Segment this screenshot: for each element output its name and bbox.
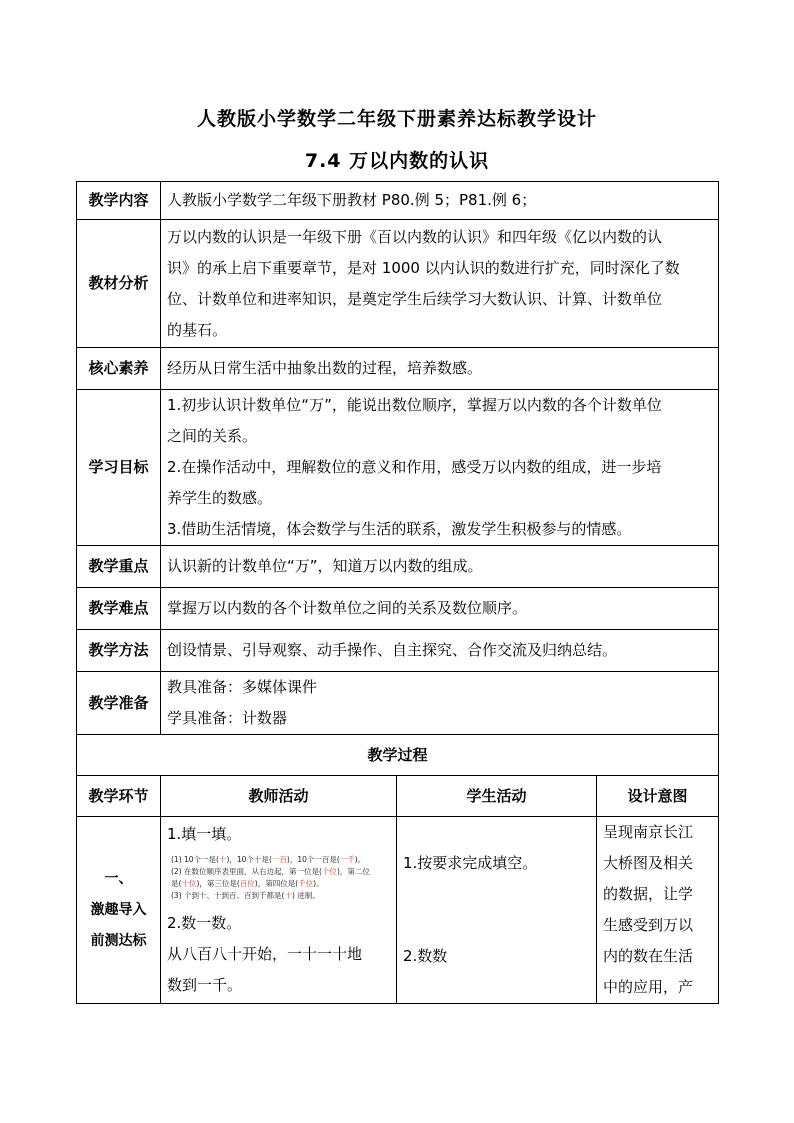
student-item-2: 2.数数	[403, 947, 448, 965]
row-label: 教学准备	[77, 672, 161, 735]
content-line: 掌握万以内数的各个计数单位之间的关系及数位顺序。	[167, 599, 528, 617]
row-label: 教学重点	[77, 546, 161, 588]
fill-text: )，10个十是(	[226, 855, 272, 864]
section-1-student	[397, 817, 597, 1004]
section-1-label	[77, 817, 161, 1004]
row-label: 教学内容	[77, 182, 161, 220]
info-row	[77, 220, 719, 348]
fill-blank-exercise	[171, 854, 390, 902]
section-1-name-b: 前测达标	[90, 932, 147, 949]
content-line: 学具准备：计数器	[167, 709, 288, 727]
fill-answer: 千位	[298, 879, 314, 888]
lesson-plan-table	[76, 181, 719, 1004]
row-content	[161, 588, 719, 630]
fill-answer: 个位	[321, 867, 337, 876]
teacher-item-1: 1.填一填。	[167, 825, 242, 843]
section-1-teacher	[161, 817, 397, 1004]
info-row	[77, 630, 719, 672]
fill-text: )。	[313, 879, 324, 888]
student-item-1: 1.按要求完成填空。	[403, 854, 538, 872]
row-label: 教学难点	[77, 588, 161, 630]
content-line: 教具准备：多媒体课件	[167, 678, 318, 696]
content-line: 万以内数的认识是一年级下册《百以内数的认识》和四年级《亿以内数的认	[167, 227, 663, 246]
row-label: 学习目标	[77, 390, 161, 546]
fill-line	[171, 866, 390, 878]
intent-line: 中的应用，产	[603, 978, 694, 996]
fill-answer: 一千	[339, 855, 355, 864]
section-1-name-a: 激趣导入	[90, 901, 147, 918]
teacher-item-2-line-2: 数到一千。	[167, 976, 243, 994]
fill-line	[171, 854, 390, 866]
content-line: 之间的关系。	[167, 427, 258, 445]
row-label: 教学方法	[77, 630, 161, 672]
content-line: 养学生的数感。	[167, 489, 273, 507]
row-content	[161, 348, 719, 390]
content-line: 识》的承上启下重要章节，是对 1000 以内认识的数进行扩充，同时深化了数	[167, 258, 680, 277]
col-header-student: 学生活动	[397, 776, 597, 817]
content-line: 创设情景、引导观察、动手操作、自主探究、合作交流及归纳总结。	[167, 641, 618, 659]
fill-text: )，第二位	[336, 867, 370, 876]
content-line: 经历从日常生活中抽象出数的过程，培养数感。	[167, 359, 483, 377]
fill-text: (2) 在数位顺序表里面，从右边起，第一位是(	[171, 867, 322, 876]
section-1-number: 一、	[104, 870, 133, 887]
info-row	[77, 390, 719, 546]
fill-text: (3) 个到十、十到百、百到千都是(	[171, 891, 285, 900]
col-header-stage: 教学环节	[77, 776, 161, 817]
fill-answer: 一百	[271, 855, 287, 864]
row-label: 核心素养	[77, 348, 161, 390]
row-content	[161, 672, 719, 735]
row-content	[161, 630, 719, 672]
row-label: 教材分析	[77, 220, 161, 348]
fill-answer: 百位	[239, 879, 255, 888]
intent-line: 生感受到万以	[603, 916, 694, 934]
row-content	[161, 182, 719, 220]
info-row	[77, 588, 719, 630]
fill-text: )，第三位是(	[196, 879, 240, 888]
content-line: 1.初步认识计数单位“万”，能说出数位顺序，掌握万以内数的各个计数单位	[167, 396, 662, 414]
document-title: 人教版小学数学二年级下册素养达标教学设计	[196, 108, 597, 130]
fill-text: 是(	[171, 879, 182, 888]
intent-line: 呈现南京长江	[603, 823, 694, 841]
teacher-item-2-line-1: 从八百八十开始，一十一十地	[167, 945, 363, 963]
fill-text: )，第四位是(	[254, 879, 299, 888]
fill-text: (1) 10个一是(	[171, 855, 219, 864]
process-header: 教学过程	[77, 735, 719, 776]
intent-line: 大桥图及相关	[603, 854, 694, 872]
info-row	[77, 546, 719, 588]
content-line: 3.借助生活情境，体会数学与生活的联系，激发学生积极参与的情感。	[167, 520, 632, 538]
fill-text: )。	[354, 855, 366, 864]
content-line: 人教版小学数学二年级下册教材 P80.例 5；P81.例 6；	[167, 191, 537, 209]
fill-text: ) 进制。	[291, 891, 320, 900]
info-row	[77, 182, 719, 220]
content-line: 位、计数单位和进率知识，是奠定学生后续学习大数认识、计算、计数单位	[167, 289, 663, 308]
fill-answer: 十	[284, 891, 292, 900]
fill-text: )，10个一百是(	[286, 855, 340, 864]
content-line: 的基石。	[167, 320, 228, 339]
intent-line: 的数据，让学	[603, 885, 694, 903]
lesson-title: 7.4 万以内数的认识	[304, 150, 490, 172]
fill-line	[171, 878, 390, 890]
fill-line	[171, 890, 390, 902]
content-line: 认识新的计数单位“万”，知道万以内数的组成。	[167, 557, 483, 575]
intent-line: 内的数在生活	[603, 947, 694, 965]
info-row	[77, 672, 719, 735]
row-content	[161, 546, 719, 588]
content-line: 2.在操作活动中，理解数位的意义和作用，感受万以内数的组成，进一步培	[167, 458, 662, 476]
row-content	[161, 390, 719, 546]
col-header-intent: 设计意图	[597, 776, 719, 817]
row-content	[161, 220, 719, 348]
info-row	[77, 348, 719, 390]
section-1-intent	[597, 817, 719, 1004]
teacher-item-2: 2.数一数。	[167, 914, 242, 932]
fill-answer: 十位	[181, 879, 197, 888]
fill-answer: 十	[218, 855, 227, 864]
col-header-teacher: 教师活动	[161, 776, 397, 817]
